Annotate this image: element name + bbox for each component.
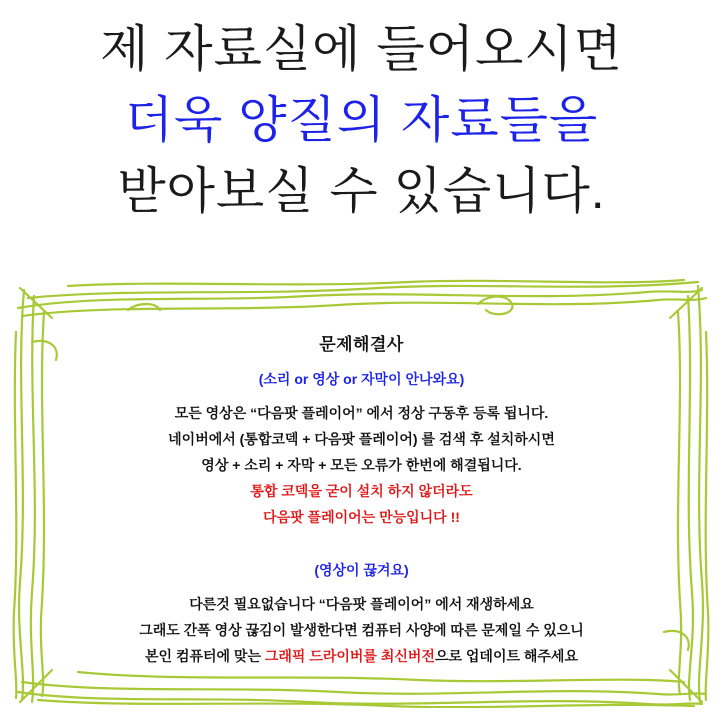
note-block — [40, 330, 683, 670]
note-section1-line-3: 영상 + 소리 + 자막 + 모든 오류가 한번에 해결됩니다. — [201, 456, 522, 473]
note-section1-line-1: 모든 영상은 “다음팟 플레이어” 에서 정상 구동후 등록 됩니다. — [174, 405, 549, 421]
note-last-line-highlight: 그래픽 드라이버를 최신버전 — [264, 648, 435, 665]
note-section1-red-line-1: 통합 코덱을 굳이 설치 하지 않더라도 — [250, 482, 473, 499]
note-last-line-part1: 본인 컴퓨터에 맞는 — [145, 648, 265, 665]
note-section2-line-1: 다른것 필요없습니다 “다음팟 플레이어” 에서 재생하세요 — [189, 596, 534, 613]
note-section1-line-2: 네이버에서 (통합코덱 + 다음팟 플레이어) 를 검색 후 설치하시면 — [168, 430, 555, 447]
headline-block — [0, 14, 723, 227]
note-section1-red-line-2: 다음팟 플레이어는 만능입니다 !! — [263, 508, 460, 525]
headline-line-1: 제 자료실에 들어오시면 — [100, 21, 623, 77]
headline-line-2: 더욱 양질의 자료들을 — [124, 92, 599, 148]
note-title: 문제해결사 — [319, 335, 404, 354]
note-section2-subtitle: (영상이 끊겨요) — [314, 562, 409, 579]
headline-line-3: 받아보실 수 있습니다. — [117, 163, 606, 219]
note-section-gap — [40, 530, 683, 560]
note-section2-line-2: 그래도 간폭 영상 끊김이 발생한다면 컴퓨터 사양에 따른 문제일 수 있으니 — [139, 622, 584, 639]
note-last-line-part2: 으로 업데이트 해주세요 — [434, 648, 578, 665]
note-section1-subtitle: (소리 or 영상 or 자막이 안나와요) — [258, 371, 465, 387]
note-section2-last-line — [40, 644, 683, 670]
